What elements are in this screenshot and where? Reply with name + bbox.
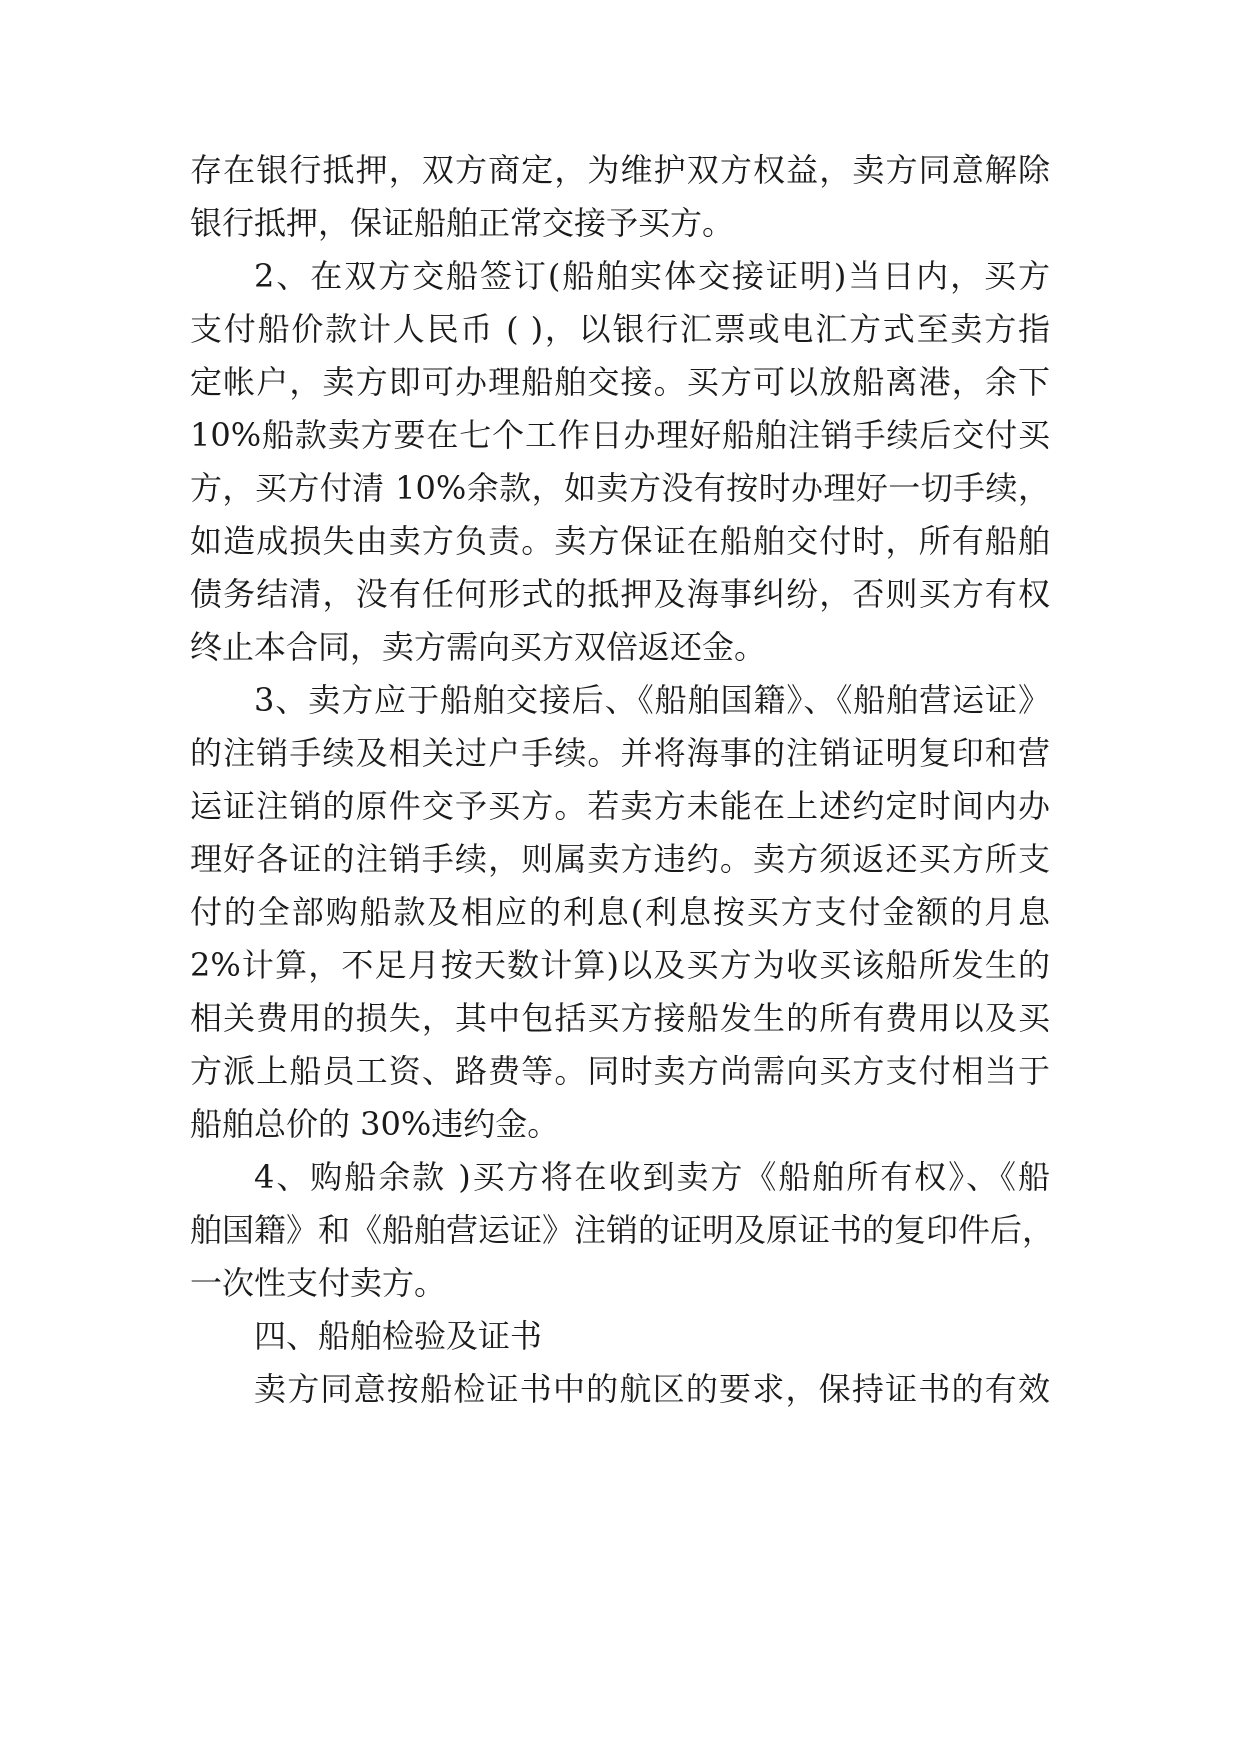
text-line: 如造成损失由卖方负责。卖方保证在船舶交付时，所有船舶 <box>190 522 1050 560</box>
text-line: 舶国籍》和《船舶营运证》注销的证明及原证书的复印件后， <box>190 1211 1055 1249</box>
text-line: 终止本合同，卖方需向买方双倍返还金。 <box>190 628 767 666</box>
text-line: 银行抵押，保证船舶正常交接予买方。 <box>190 204 735 242</box>
text-line: 方派上船员工资、路费等。同时卖方尚需向买方支付相当于 <box>190 1052 1050 1090</box>
text-line: 付的全部购船款及相应的利息(利息按买方支付金额的月息 <box>190 893 1050 931</box>
paragraph-start-line: 2、在双方交船签订(船舶实体交接证明)当日内，买方 <box>254 257 1050 295</box>
paragraph-start-line: 3、卖方应于船舶交接后、《船舶国籍》、《船舶营运证》 <box>254 681 1050 719</box>
text-line: 船舶总价的 30%违约金。 <box>190 1105 560 1143</box>
text-line: 存在银行抵押，双方商定，为维护双方权益，卖方同意解除 <box>190 151 1050 189</box>
paragraph-start-line: 卖方同意按船检证书中的航区的要求，保持证书的有效 <box>254 1370 1050 1408</box>
text-line: 2%计算，不足月按天数计算)以及买方为收买该船所发生的 <box>190 946 1050 984</box>
text-line: 10%船款卖方要在七个工作日办理好船舶注销手续后交付买 <box>190 416 1050 454</box>
text-line: 理好各证的注销手续，则属卖方违约。卖方须返还买方所支 <box>190 840 1050 878</box>
section-heading: 四、船舶检验及证书 <box>254 1317 543 1355</box>
text-line: 相关费用的损失，其中包括买方接船发生的所有费用以及买 <box>190 999 1050 1037</box>
text-line: 债务结清，没有任何形式的抵押及海事纠纷，否则买方有权 <box>190 575 1050 613</box>
text-line: 运证注销的原件交予买方。若卖方未能在上述约定时间内办 <box>190 787 1050 825</box>
paragraph-start-line: 4、购船余款 )买方将在收到卖方《船舶所有权》、《船 <box>254 1158 1050 1196</box>
text-line: 一次性支付卖方。 <box>190 1264 447 1302</box>
text-line: 方，买方付清 10%余款，如卖方没有按时办理好一切手续， <box>190 469 1050 507</box>
text-line: 的注销手续及相关过户手续。并将海事的注销证明复印和营 <box>190 734 1050 772</box>
text-line: 定帐户，卖方即可办理船舶交接。买方可以放船离港，余下 <box>190 363 1050 401</box>
text-line: 支付船价款计人民币 ( )，以银行汇票或电汇方式至卖方指 <box>190 310 1050 348</box>
